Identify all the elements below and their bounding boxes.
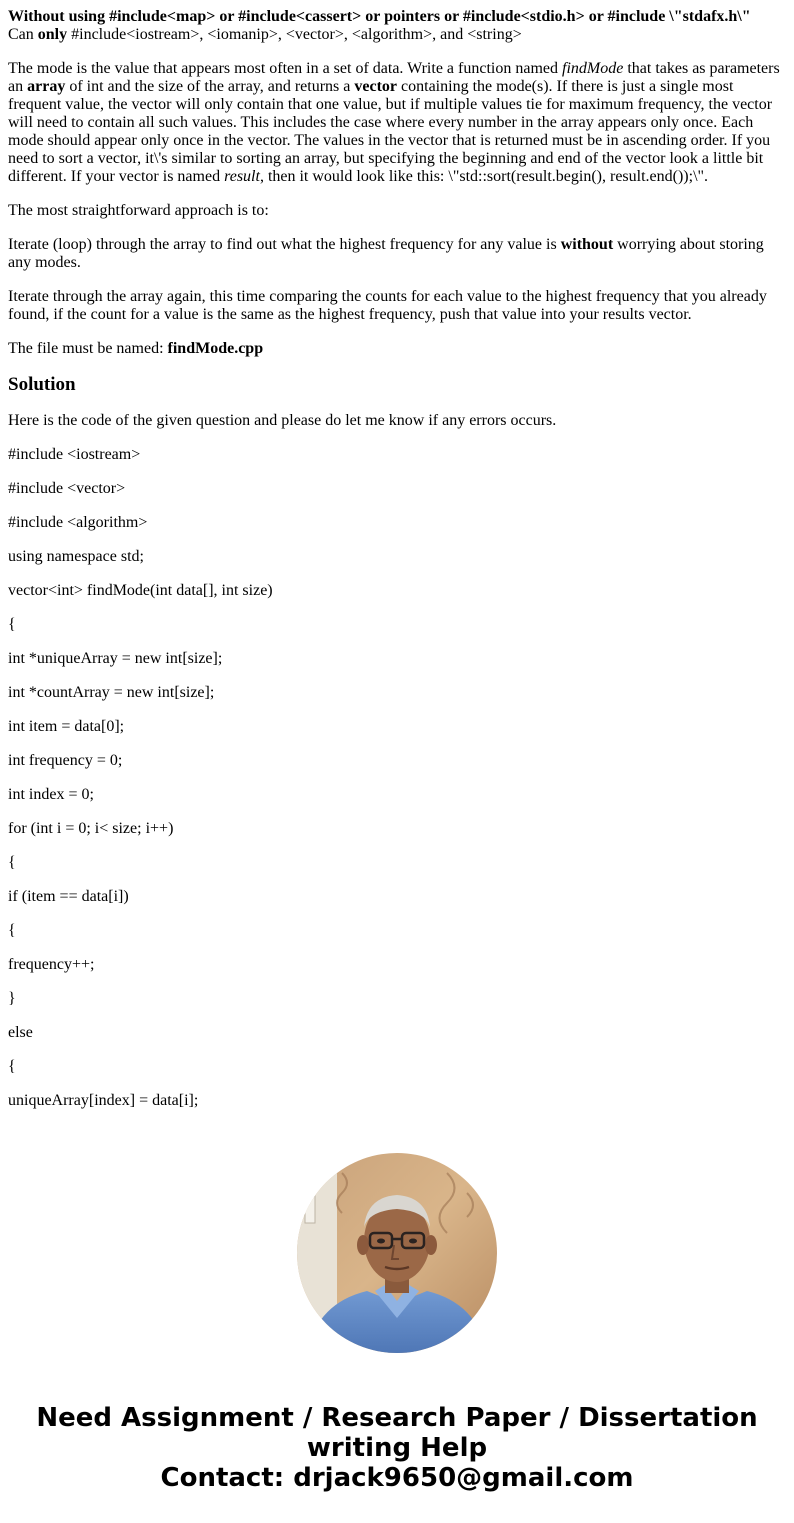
author-avatar bbox=[297, 1153, 497, 1353]
allowed-pre: Can bbox=[8, 26, 38, 43]
allowed-post: #include<iostream>, <iomanip>, <vector>, <algorithm>, and <string> bbox=[67, 26, 522, 43]
code-line: } bbox=[8, 990, 16, 1007]
promo-banner bbox=[0, 1403, 794, 1493]
desc-text-2: that takes as parameters an bbox=[8, 60, 780, 95]
step1-bold-without: without bbox=[560, 236, 614, 253]
code-line: #include <algorithm> bbox=[8, 514, 148, 531]
desc-bold-array: array bbox=[27, 78, 66, 95]
document-content bbox=[8, 8, 786, 1126]
step1-text-1: Iterate (loop) through the array to find out what the highest frequency for any value is bbox=[8, 236, 561, 253]
code-line: { bbox=[8, 616, 16, 633]
approach-intro: The most straightforward approach is to: bbox=[8, 202, 269, 219]
question-header bbox=[8, 8, 786, 44]
code-line: { bbox=[8, 854, 16, 871]
code-line: int *countArray = new int[size]; bbox=[8, 684, 215, 701]
file-name-value: findMode.cpp bbox=[167, 340, 264, 357]
code-line: { bbox=[8, 1058, 16, 1075]
question-description bbox=[8, 60, 786, 186]
code-line: #include <iostream> bbox=[8, 446, 141, 463]
desc-text-4: containing the mode(s). If there is just a single most frequent value, the vector will only contain that one value, but if multiple values tie for maximum frequency, the vector will need to contain all such values. This includes the case where every number in the array appears only once. Each mode should appear only once in the vector. The values in the vector that is returned must be in ascending order. If you need to sort a vector, it\'s similar to sorting an array, but specifying the beginning and end of the vector look a little bit different. If your vector is named bbox=[8, 78, 773, 185]
code-line: frequency++; bbox=[8, 956, 95, 973]
promo-contact: Contact: drjack9650@gmail.com bbox=[160, 1463, 634, 1493]
code-line: using namespace std; bbox=[8, 548, 144, 565]
allowed-only: only bbox=[37, 26, 68, 43]
code-line: uniqueArray[index] = data[i]; bbox=[8, 1092, 199, 1109]
desc-text-5: , then it would look like this: \"std::sort(result.begin(), result.end());\". bbox=[259, 168, 709, 185]
question-constraints-line: Without using #include<map> or #include<cassert> or pointers or #include<stdio.h> or #include \"stdafx.h\" bbox=[8, 8, 751, 25]
promo-line-1: Need Assignment / Research Paper / Dissertation bbox=[36, 1403, 758, 1433]
approach-step-1 bbox=[8, 236, 786, 272]
solution-intro: Here is the code of the given question and please do let me know if any errors occurs. bbox=[8, 412, 557, 429]
step1-text-2: worrying about storing any modes. bbox=[8, 236, 764, 271]
file-name-pre: The file must be named: bbox=[8, 340, 168, 357]
author-photo bbox=[297, 1153, 497, 1353]
code-line: if (item == data[i]) bbox=[8, 888, 129, 905]
code-line: int *uniqueArray = new int[size]; bbox=[8, 650, 223, 667]
desc-italic-findmode: findMode bbox=[562, 60, 624, 77]
approach-step-2: Iterate through the array again, this time comparing the counts for each value to the highest frequency that you already found, if the count for a value is the same as the highest frequency, push that value into your results vector. bbox=[8, 288, 767, 323]
desc-text-1: The mode is the value that appears most often in a set of data. Write a function named bbox=[8, 60, 562, 77]
file-name-requirement bbox=[8, 340, 786, 358]
desc-italic-result: result bbox=[224, 168, 260, 185]
code-line: int item = data[0]; bbox=[8, 718, 125, 735]
code-line: vector<int> findMode(int data[], int size) bbox=[8, 582, 273, 599]
solution-code bbox=[8, 446, 786, 1110]
desc-bold-vector: vector bbox=[354, 78, 398, 95]
code-line: else bbox=[8, 1024, 33, 1041]
desc-text-3: of int and the size of the array, and returns a bbox=[65, 78, 355, 95]
code-line: #include <vector> bbox=[8, 480, 126, 497]
code-line: { bbox=[8, 922, 16, 939]
code-line: int frequency = 0; bbox=[8, 752, 123, 769]
solution-heading: Solution bbox=[8, 374, 76, 395]
code-line: int index = 0; bbox=[8, 786, 94, 803]
promo-line-2: writing Help bbox=[306, 1433, 488, 1463]
code-line: for (int i = 0; i< size; i++) bbox=[8, 820, 174, 837]
question-allowed-includes-line bbox=[8, 26, 786, 44]
